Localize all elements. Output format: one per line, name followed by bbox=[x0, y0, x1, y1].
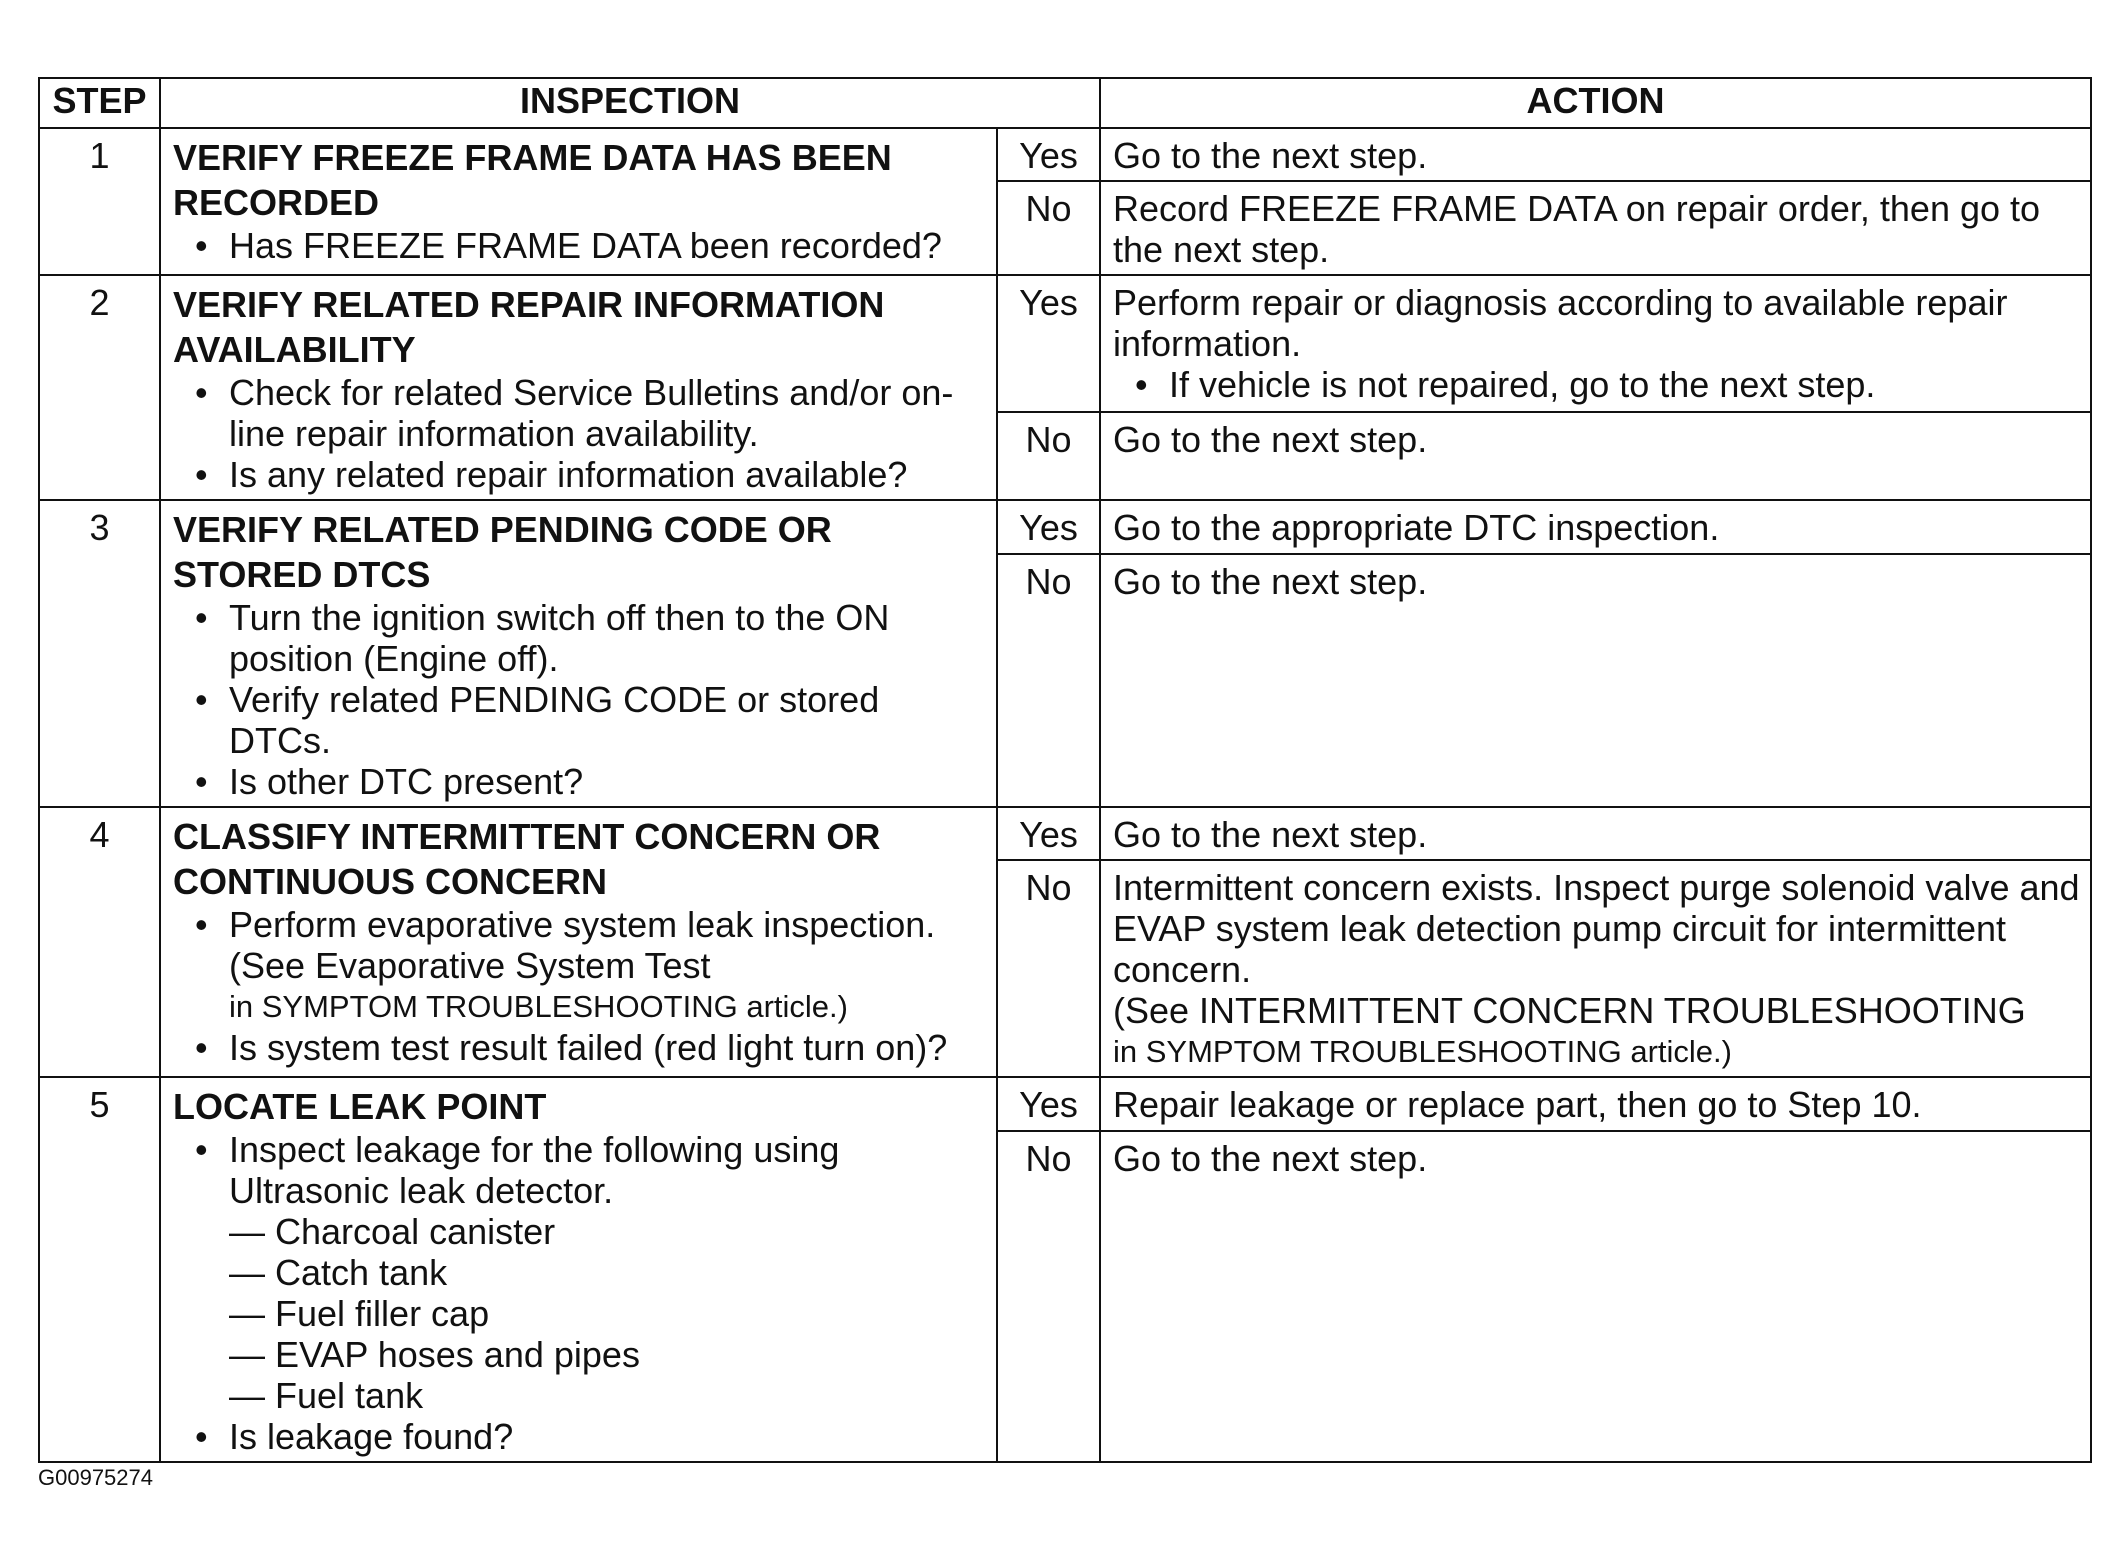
no-action: Go to the next step. bbox=[1100, 554, 2091, 807]
inspection-list bbox=[173, 1129, 986, 1457]
diagnostic-procedure-table bbox=[38, 77, 2092, 1463]
no-label: No bbox=[997, 554, 1100, 807]
step-1-yes-row bbox=[39, 128, 2091, 181]
parts-list bbox=[229, 1211, 986, 1416]
step-title: VERIFY FREEZE FRAME DATA HAS BEEN RECORDED bbox=[173, 137, 892, 223]
inspection-item: • Is other DTC present? bbox=[173, 761, 986, 802]
yes-action: Go to the appropriate DTC inspection. bbox=[1100, 500, 2091, 554]
inspection-list bbox=[173, 225, 986, 266]
inspection-item: • Check for related Service Bulletins and/or on-line repair information availability. bbox=[173, 372, 986, 454]
header-action: ACTION bbox=[1100, 78, 2091, 128]
step-title: VERIFY RELATED REPAIR INFORMATION AVAILABILITY bbox=[173, 284, 885, 370]
step-number: 2 bbox=[39, 275, 160, 500]
step-inspection bbox=[160, 500, 997, 807]
step-inspection bbox=[160, 807, 997, 1077]
step-title: LOCATE LEAK POINT bbox=[173, 1086, 547, 1127]
inspection-item-text: • Inspect leakage for the following using Ultrasonic leak detector. bbox=[229, 1129, 840, 1211]
part-item: — Fuel tank bbox=[229, 1375, 986, 1416]
reference-text: (See INTERMITTENT CONCERN TROUBLESHOOTING bbox=[1113, 990, 2026, 1031]
yes-action-cell bbox=[1100, 275, 2091, 412]
inspection-list bbox=[173, 904, 986, 1068]
step-title: VERIFY RELATED PENDING CODE OR STORED DTCS bbox=[173, 509, 832, 595]
figure-id: G00975274 bbox=[38, 1465, 153, 1490]
action-item: • If vehicle is not repaired, go to the next step. bbox=[1113, 364, 2080, 405]
step-inspection bbox=[160, 128, 997, 275]
step-4-yes-row bbox=[39, 807, 2091, 860]
header-row bbox=[39, 78, 2091, 128]
inspection-item bbox=[173, 904, 986, 1027]
step-inspection bbox=[160, 1077, 997, 1462]
no-label: No bbox=[997, 412, 1100, 500]
step-number: 3 bbox=[39, 500, 160, 807]
yes-action: Perform repair or diagnosis according to available repair information. bbox=[1113, 282, 2008, 364]
inspection-list bbox=[173, 372, 986, 495]
header-step: STEP bbox=[39, 78, 160, 128]
inspection-item: • Is leakage found? bbox=[173, 1416, 986, 1457]
no-action: Go to the next step. bbox=[1100, 412, 2091, 500]
part-item: — EVAP hoses and pipes bbox=[229, 1334, 986, 1375]
inspection-item: • Verify related PENDING CODE or stored DTCs. bbox=[173, 679, 986, 761]
reference-text: (See Evaporative System Test bbox=[229, 945, 711, 986]
step-number: 5 bbox=[39, 1077, 160, 1462]
yes-action: Go to the next step. bbox=[1100, 128, 2091, 181]
part-item: — Fuel filler cap bbox=[229, 1293, 986, 1334]
yes-label: Yes bbox=[997, 128, 1100, 181]
step-inspection bbox=[160, 275, 997, 500]
action-list bbox=[1113, 364, 2080, 405]
step-title: CLASSIFY INTERMITTENT CONCERN OR CONTINUOUS CONCERN bbox=[173, 816, 881, 902]
yes-label: Yes bbox=[997, 1077, 1100, 1131]
reference-article: in SYMPTOM TROUBLESHOOTING article.) bbox=[229, 989, 848, 1024]
reference-article: in SYMPTOM TROUBLESHOOTING article.) bbox=[1113, 1034, 1732, 1069]
inspection-item: • Turn the ignition switch off then to the ON position (Engine off). bbox=[173, 597, 986, 679]
no-action: Intermittent concern exists. Inspect purge solenoid valve and EVAP system leak detection pump circuit for intermittent concern. bbox=[1113, 867, 2080, 990]
yes-label: Yes bbox=[997, 500, 1100, 554]
step-number: 1 bbox=[39, 128, 160, 275]
part-item: — Charcoal canister bbox=[229, 1211, 986, 1252]
no-label: No bbox=[997, 1131, 1100, 1462]
inspection-item bbox=[173, 1129, 986, 1416]
part-item: — Catch tank bbox=[229, 1252, 986, 1293]
no-action-cell bbox=[1100, 860, 2091, 1077]
inspection-item-text: • Perform evaporative system leak inspection. bbox=[229, 904, 936, 945]
step-number: 4 bbox=[39, 807, 160, 1077]
inspection-item: • Is any related repair information available? bbox=[173, 454, 986, 495]
no-action: Record FREEZE FRAME DATA on repair order, then go to the next step. bbox=[1100, 181, 2091, 275]
yes-action: Repair leakage or replace part, then go to Step 10. bbox=[1100, 1077, 2091, 1131]
no-label: No bbox=[997, 860, 1100, 1077]
step-2-yes-row bbox=[39, 275, 2091, 412]
yes-action: Go to the next step. bbox=[1100, 807, 2091, 860]
step-5-yes-row bbox=[39, 1077, 2091, 1131]
step-3-yes-row bbox=[39, 500, 2091, 554]
no-label: No bbox=[997, 181, 1100, 275]
inspection-item: • Is system test result failed (red light turn on)? bbox=[173, 1027, 986, 1068]
yes-label: Yes bbox=[997, 275, 1100, 412]
header-inspection: INSPECTION bbox=[160, 78, 1100, 128]
inspection-item: • Has FREEZE FRAME DATA been recorded? bbox=[173, 225, 986, 266]
yes-label: Yes bbox=[997, 807, 1100, 860]
inspection-list bbox=[173, 597, 986, 802]
no-action: Go to the next step. bbox=[1100, 1131, 2091, 1462]
